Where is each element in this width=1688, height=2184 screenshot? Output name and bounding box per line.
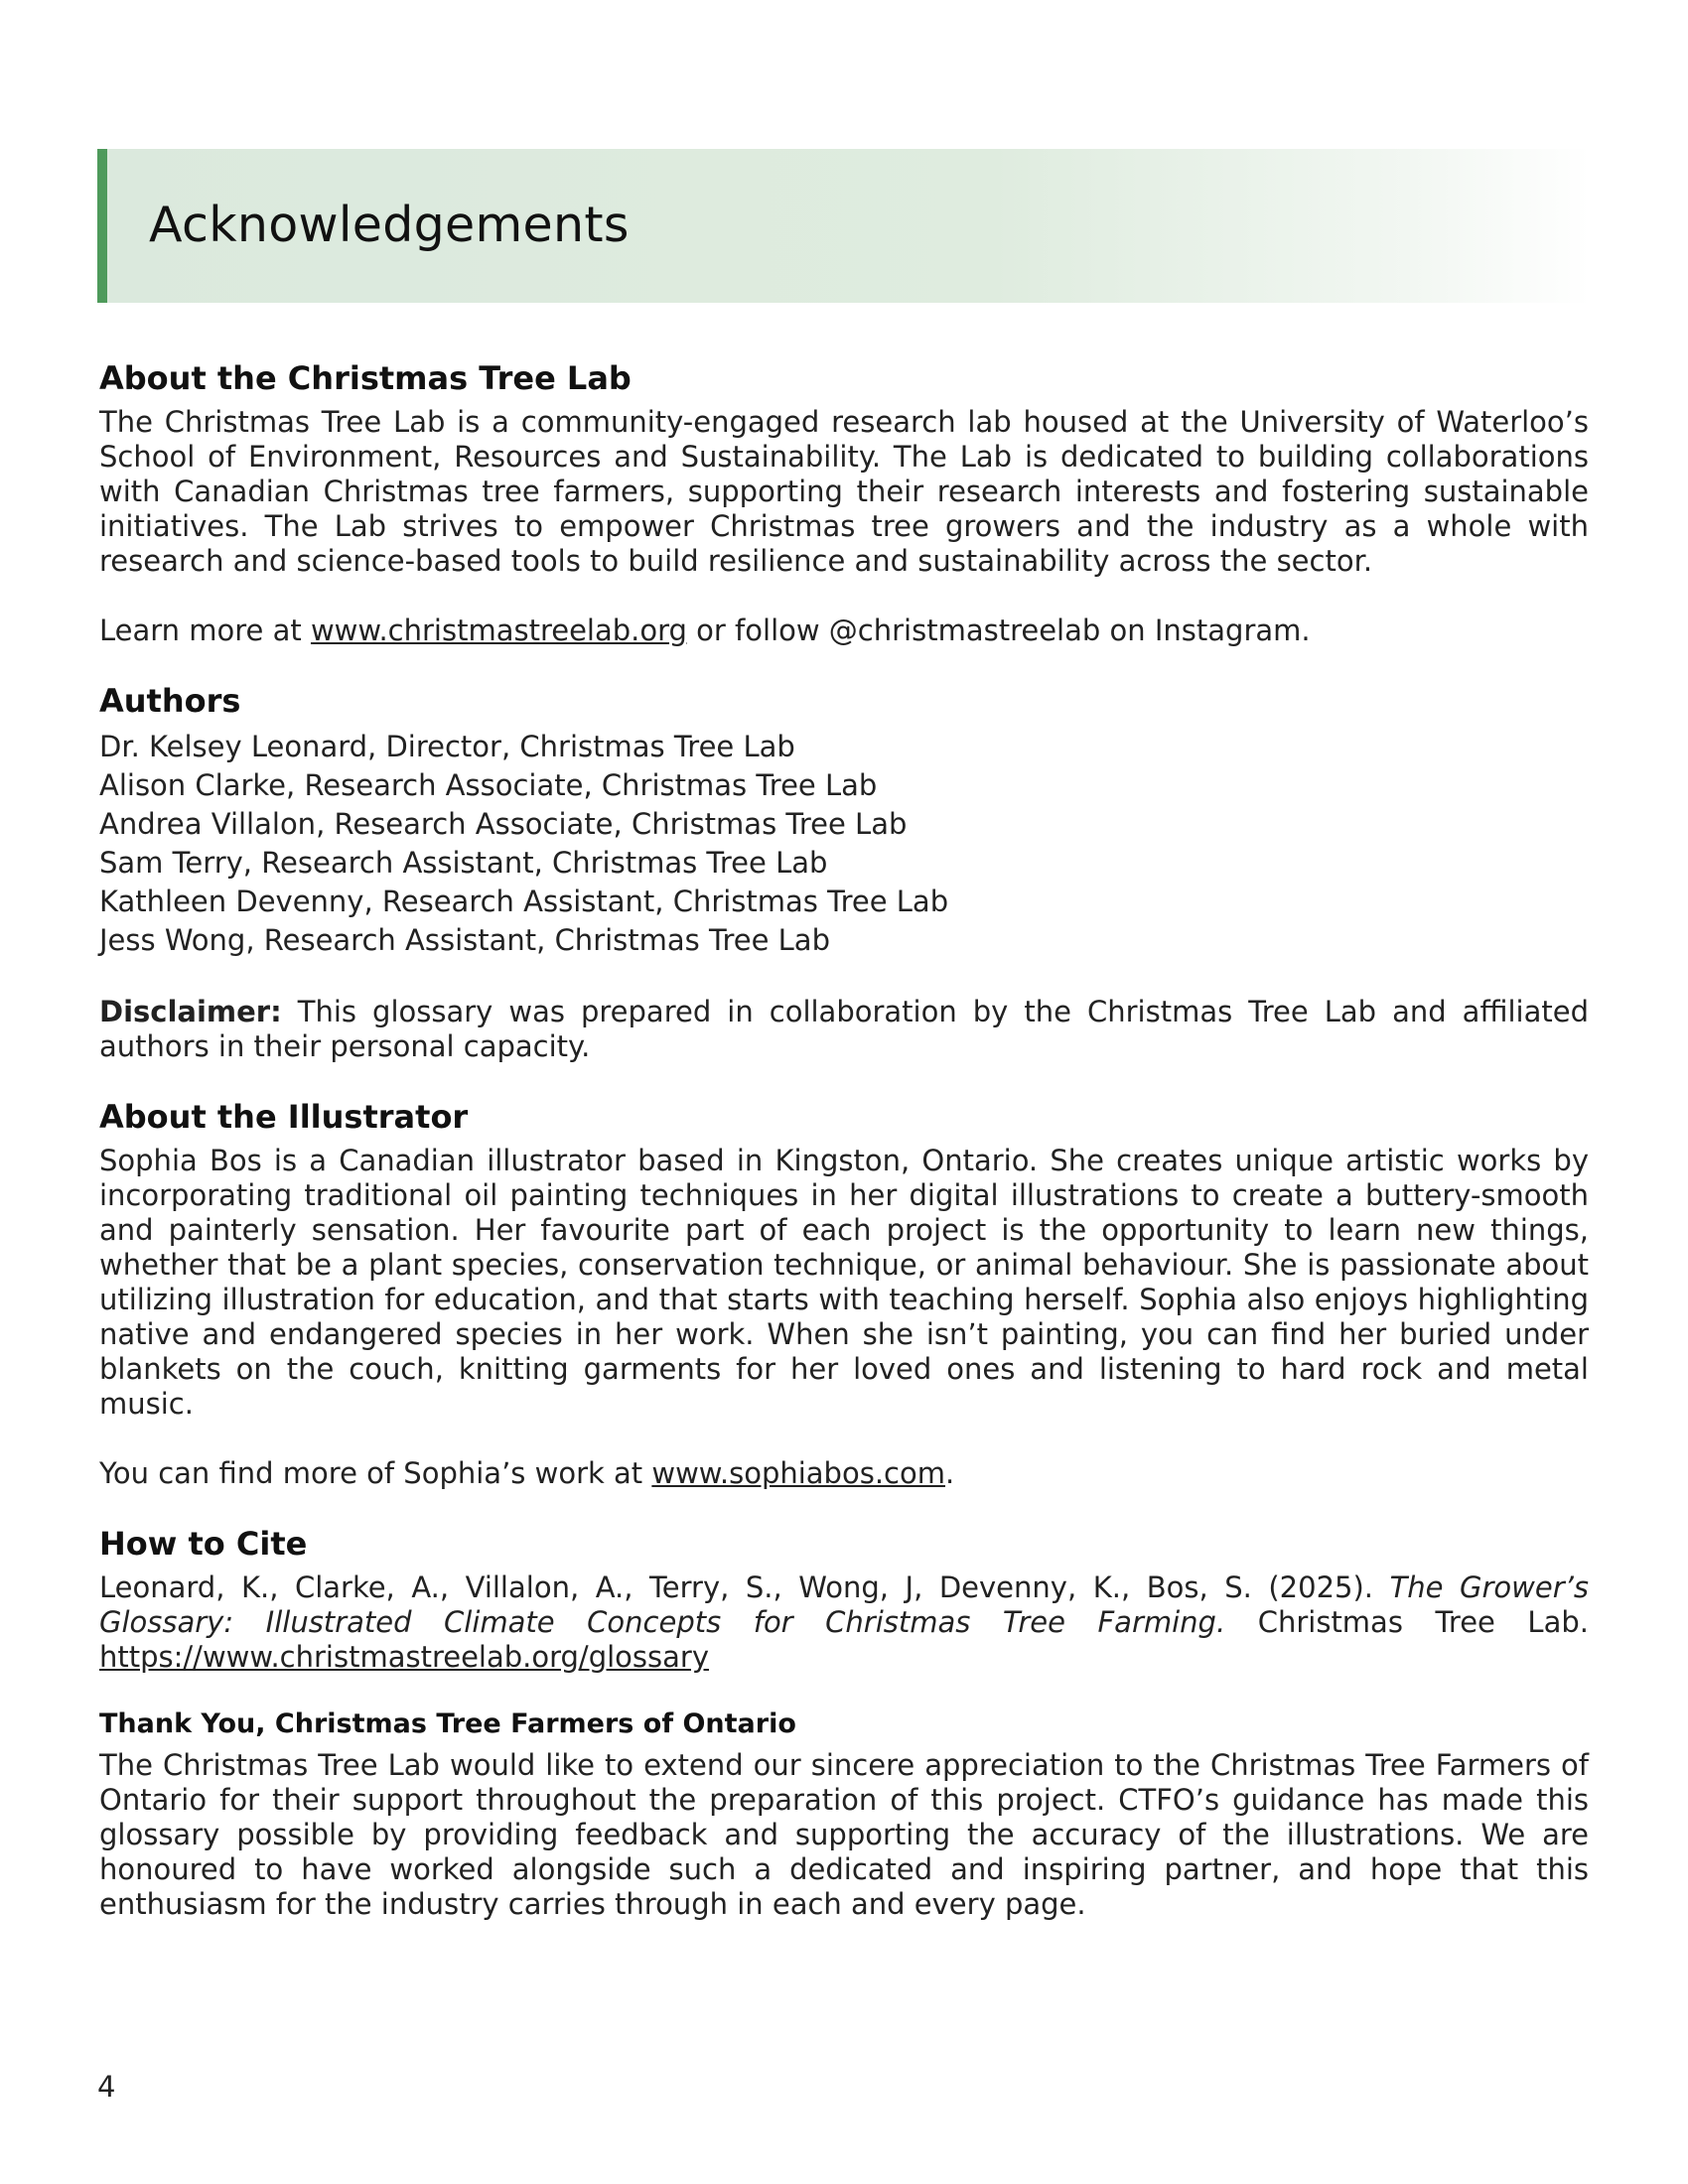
accent-bar <box>97 149 107 303</box>
citation-title: The Grower’s Glossary: Illustrated Climate Concepts for Christmas Tree Farming. <box>99 1570 1589 1639</box>
author-item: Jess Wong, Research Assistant, Christmas Tree Lab <box>99 923 830 957</box>
thanks-body: The Christmas Tree Lab would like to extend our sincere appreciation to the Christmas Tree Farmers of Ontario for their support throughout the preparation of this project. CTFO’s guidance has made this glossary possible by providing feedback and supporting the accuracy of the illustrations. We are honoured to have worked alongside such a dedicated and inspiring partner, and hope that this enthusiasm for the industry carries through in each and every page. <box>99 1748 1589 1921</box>
main-content <box>99 355 1589 1922</box>
illustrator-more-line <box>99 1456 1589 1491</box>
authors-section <box>99 678 1589 960</box>
author-item: Sam Terry, Research Assistant, Christmas Tree Lab <box>99 846 828 880</box>
thanks-heading: Thank You, Christmas Tree Farmers of Ontario <box>99 1708 796 1739</box>
author-item: Dr. Kelsey Leonard, Director, Christmas Tree Lab <box>99 730 795 763</box>
title-banner <box>97 149 1591 303</box>
glossary-link[interactable]: https://www.christmastreelab.org/glossary <box>99 1640 709 1674</box>
author-item: Alison Clarke, Research Associate, Christmas Tree Lab <box>99 768 878 802</box>
author-item: Andrea Villalon, Research Associate, Christmas Tree Lab <box>99 807 908 841</box>
about-lab-heading: About the Christmas Tree Lab <box>99 359 632 397</box>
illustrator-section <box>99 1094 1589 1491</box>
disclaimer-body: This glossary was prepared in collaboration by the Christmas Tree Lab and affiliated authors in their personal capacity. <box>99 995 1589 1063</box>
illustrator-body: Sophia Bos is a Canadian illustrator based in Kingston, Ontario. She creates unique artistic works by incorporating traditional oil painting techniques in her digital illustrations to create a buttery-smooth and painterly sensation. Her favourite part of each project is the opportunity to learn new things, whether that be a plant species, conservation technique, or animal behaviour. She is passionate about utilizing illustration for education, and that starts with teaching herself. Sophia also enjoys highlighting native and endangered species in her work. When she isn’t painting, you can find her buried under blankets on the couch, knitting garments for her loved ones and listening to hard rock and metal music. <box>99 1144 1589 1421</box>
learn-more-line <box>99 614 1589 648</box>
authors-heading: Authors <box>99 682 241 720</box>
learn-more-suffix: or follow @christmastreelab on Instagram. <box>686 614 1311 647</box>
illustrator-more-suffix: . <box>944 1456 955 1490</box>
about-lab-section <box>99 355 1589 648</box>
illustrator-heading: About the Illustrator <box>99 1098 469 1136</box>
cite-section <box>99 1521 1589 1675</box>
illustrator-more-prefix: You can find more of Sophia’s work at <box>99 1456 652 1490</box>
citation-publisher: Christmas Tree Lab. <box>1225 1605 1589 1639</box>
author-item: Kathleen Devenny, Research Assistant, Christmas Tree Lab <box>99 885 949 918</box>
disclaimer-text <box>99 995 1589 1064</box>
page-number: 4 <box>97 2070 116 2104</box>
thanks-section <box>99 1705 1589 1922</box>
page-title: Acknowledgements <box>149 197 630 253</box>
cite-heading: How to Cite <box>99 1525 308 1563</box>
about-lab-body: The Christmas Tree Lab is a community-engaged research lab housed at the University of Waterloo’s School of Environment, Resources and Sustainability. The Lab is dedicated to building collaborations with Canadian Christmas tree farmers, supporting their research interests and fostering sustainable initiatives. The Lab strives to empower Christmas tree growers and the industry as a whole with research and science-based tools to build resilience and sustainability across the sector. <box>99 405 1589 578</box>
disclaimer-label: Disclaimer: <box>99 995 282 1028</box>
disclaimer-section <box>99 995 1589 1064</box>
illustrator-website-link[interactable]: www.sophiabos.com <box>651 1456 945 1490</box>
lab-website-link[interactable]: www.christmastreelab.org <box>310 614 687 647</box>
citation-text <box>99 1570 1589 1675</box>
citation-authors: Leonard, K., Clarke, A., Villalon, A., Terry, S., Wong, J, Devenny, K., Bos, S. (2025). <box>99 1570 1390 1604</box>
learn-more-prefix: Learn more at <box>99 614 311 647</box>
